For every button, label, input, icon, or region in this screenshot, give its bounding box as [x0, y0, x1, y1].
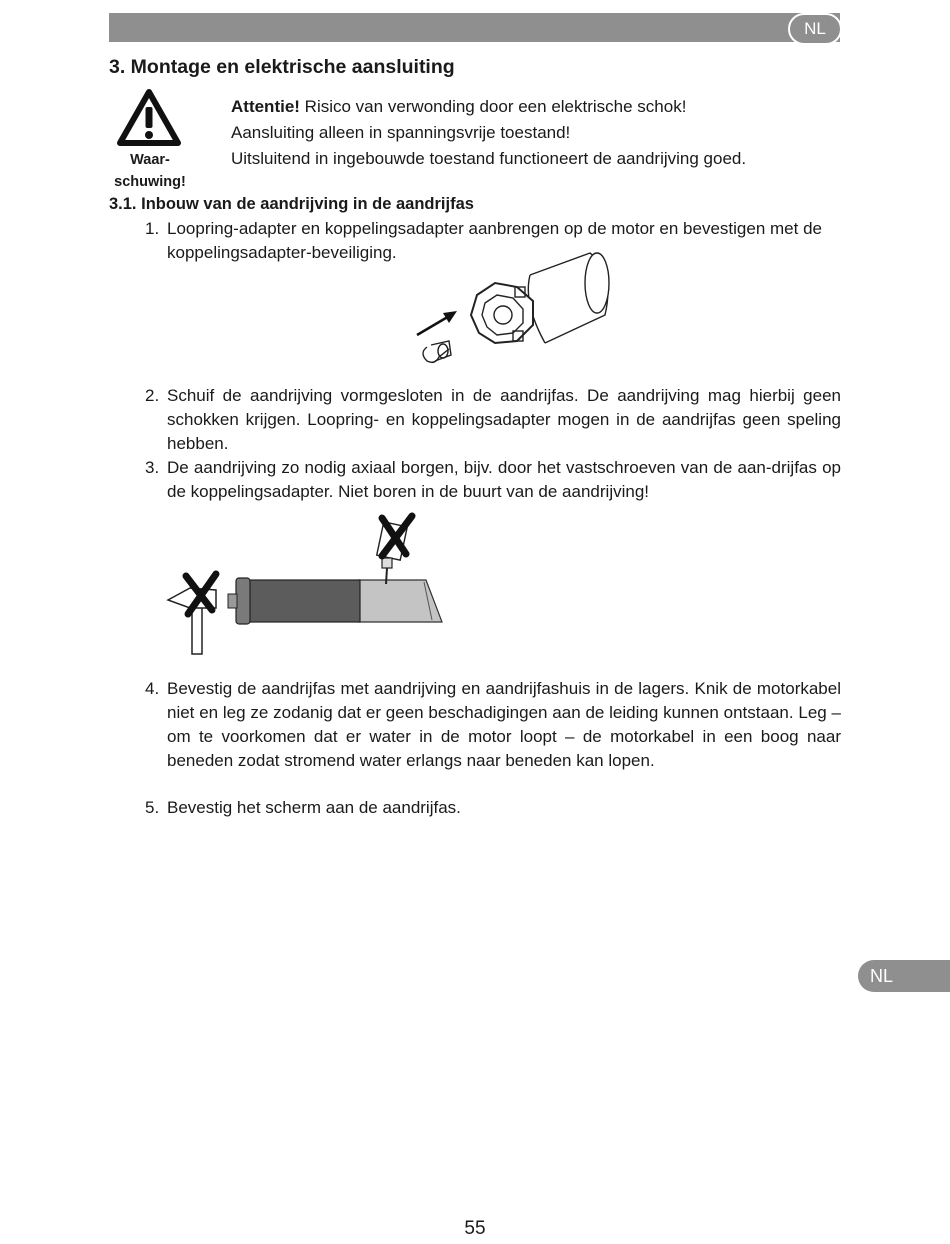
warning-text: Attentie! Risico van verwonding door een elektrische schok! Aansluiting alleen in spanningsvrije toestand! Uitsluitend in ingebouwde toestand functioneert de aandrijving goed.	[231, 94, 746, 172]
subsection-title: 3.1. Inbouw van de aandrijving in de aandrijfas	[109, 195, 474, 213]
step-item: 1. Loopring-adapter en koppelingsadapter aanbrengen op de motor en bevestigen met de koppelingsadapter-beveiliging.	[145, 219, 822, 262]
step-item: 3. De aandrijving zo nodig axiaal borgen, bijv. door het vastschroeven van de aan-drijfas op de koppelingsadapter. Niet boren in de buurt van de aandrijving!	[145, 458, 841, 501]
warning-triangle-icon	[117, 88, 181, 146]
warning-line: Uitsluitend in ingebouwde toestand functioneert de aandrijving goed.	[231, 149, 747, 168]
step-item: 2. Schuif de aandrijving vormgesloten in de aandrijfas. De aandrijving mag hierbij geen schokken krijgen. Loopring- en koppelingsadapter mogen in de aandrijfas geen speling hebben.	[145, 386, 841, 453]
language-side-tab: NL	[858, 960, 950, 992]
page-number: 55	[464, 1218, 486, 1239]
step-item: 5. Bevestig het scherm aan de aandrijfas.	[145, 798, 461, 817]
attention-heading: Attentie!	[231, 97, 300, 116]
motor-adapter-illustration	[405, 243, 620, 375]
section-title: 3. Montage en elektrische aansluiting	[109, 56, 455, 78]
header-bar	[109, 13, 840, 42]
no-hammer-no-drill-illustration	[160, 510, 450, 660]
warning-line: Aansluiting alleen in spanningsvrije toestand!	[231, 123, 571, 142]
step-item: 4. Bevestig de aandrijfas met aandrijving en aandrijfashuis in de lagers. Knik de motorkabel niet en leg ze zodanig dat er geen beschadigingen aan de leiding kunnen ontstaan. Leg – om te voorkomen dat er water in de motor loopt – de motorkabel in een boog naar beneden zodat stromend water erlangs naar beneden kan lopen.	[145, 679, 841, 770]
warning-label: Waar- schuwing!	[114, 152, 186, 190]
language-badge: NL	[788, 13, 842, 45]
